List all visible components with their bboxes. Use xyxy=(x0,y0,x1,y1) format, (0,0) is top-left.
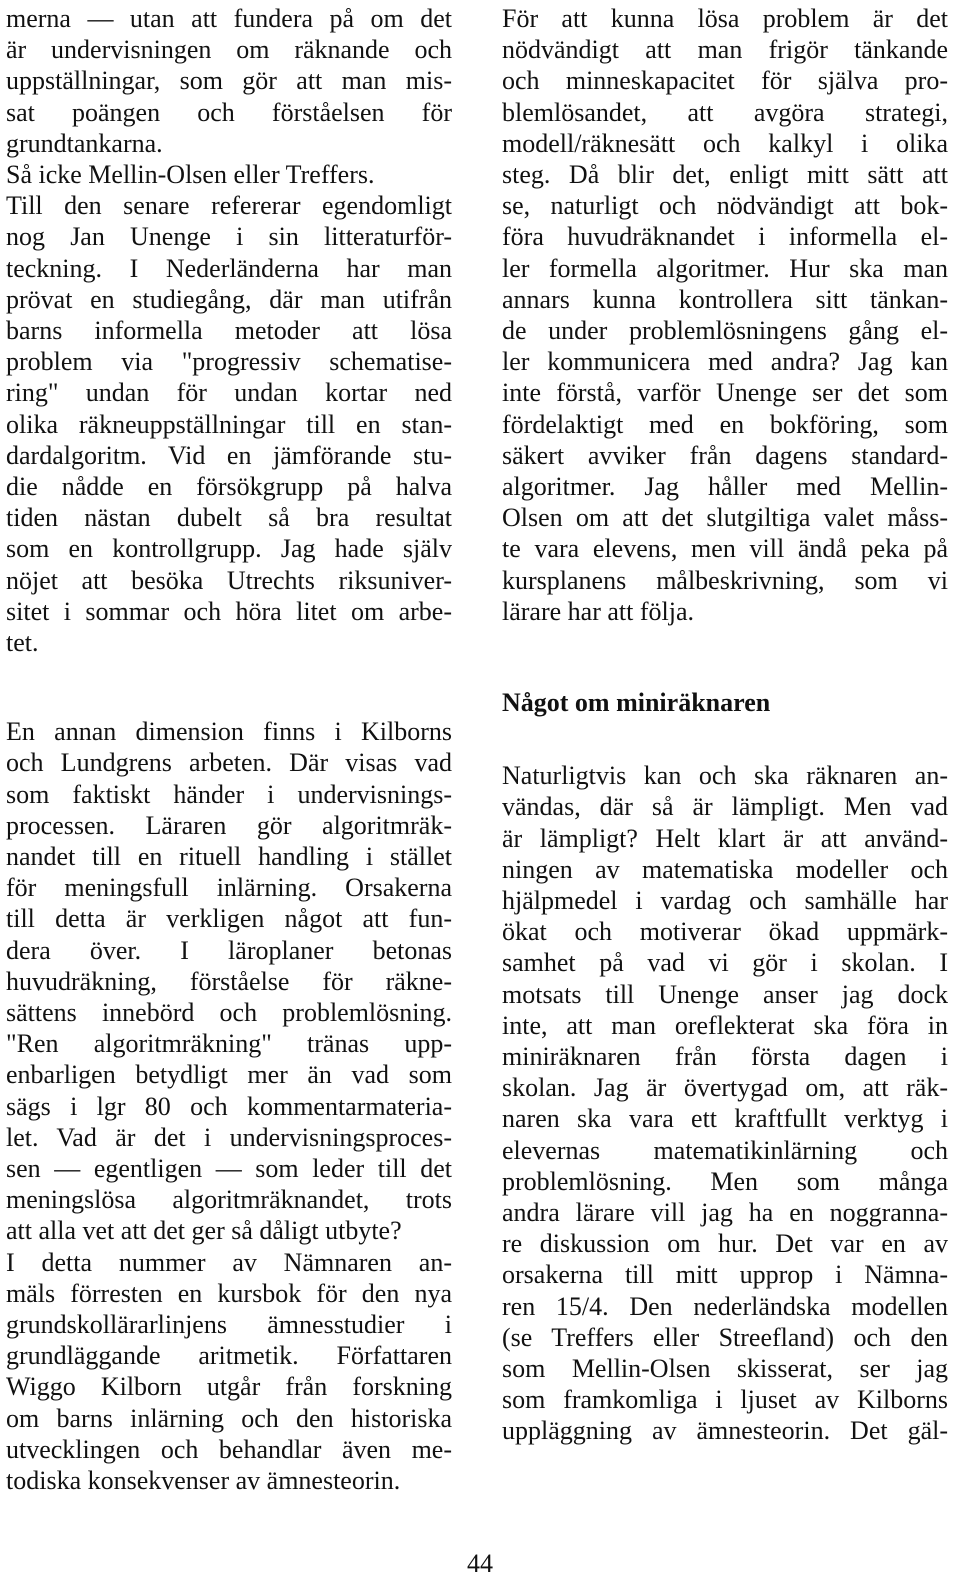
section-heading: Något om miniräknaren xyxy=(502,688,771,717)
text-line: kursplanens målbeskrivning, som vi xyxy=(502,565,948,595)
text-line: grundläggande aritmetik. Författaren xyxy=(6,1341,452,1371)
text-line: En annan dimension finns i Kilborns xyxy=(6,717,452,747)
text-line: huvudräkning, förståelse för räkne- xyxy=(6,966,452,996)
text-line: sägs i lgr 80 och kommentarmateria- xyxy=(6,1091,452,1121)
text-line: som faktiskt händer i undervisnings- xyxy=(6,779,452,809)
text-line: skolan. Jag är övertygad om, att räk- xyxy=(502,1073,948,1103)
text-line: Wiggo Kilborn utgår från forskning xyxy=(6,1372,452,1402)
text-line: ökat och motiverar ökad uppmärk- xyxy=(502,917,948,947)
text-line: die nådde en försökgrupp på halva xyxy=(6,472,452,501)
text-line: olika räkneuppställningar till en stan- xyxy=(6,409,452,439)
text-line: grundtankarna. xyxy=(6,128,163,158)
text-line: som Mellin-Olsen skisserat, ser jag xyxy=(502,1354,948,1383)
text-line: föra huvudräknandet i informella el- xyxy=(502,222,948,252)
text-line: teckning. I Nederländerna har man xyxy=(6,253,452,283)
text-line: problem via "progressiv schematise- xyxy=(6,347,452,377)
text-line: är undervisningen om räknande och xyxy=(6,35,452,65)
text-line: grundskollärarlinjens ämnesstudier i xyxy=(6,1310,452,1339)
text-line: ningen av matematiska modeller och xyxy=(502,854,948,884)
text-line: Olsen om att det slutgiltiga valet måss- xyxy=(502,503,948,533)
text-line: re diskussion om hur. Det var en av xyxy=(502,1229,948,1259)
text-line: utvecklingen och behandlar även me- xyxy=(6,1434,452,1464)
text-line: algoritmer. Jag håller med Mellin- xyxy=(502,472,948,501)
text-line: processen. Läraren gör algoritmräk- xyxy=(6,810,452,840)
text-line: och Lundgrens arbeten. Där visas vad xyxy=(6,748,452,778)
text-line: inte förstå, varför Unenge ser det som xyxy=(502,378,948,408)
text-line: motsats till Unenge anser jag dock xyxy=(502,979,948,1009)
text-line: uppläggning av ämnesteorin. Det gäl- xyxy=(502,1416,948,1446)
text-line: lärare har att följa. xyxy=(502,596,694,626)
text-line: orsakerna till mitt upprop i Nämna- xyxy=(502,1260,948,1290)
text-line: modell/räknesätt och kalkyl i olika xyxy=(502,128,948,158)
text-line: till detta är verkligen något att fun- xyxy=(6,904,452,934)
text-line: fördelaktigt med en bokföring, som xyxy=(502,409,948,439)
text-line: ler formella algoritmer. Hur ska man xyxy=(502,253,948,283)
text-line: säkert avviker från dagens standard- xyxy=(502,440,948,470)
text-line: blemlösandet, att avgöra strategi, xyxy=(502,97,948,127)
text-line: mäls förresten en kursbok för den nya xyxy=(6,1278,452,1308)
text-line: I detta nummer av Nämnaren an- xyxy=(6,1247,452,1277)
text-line: samhet på vad vi gör i skolan. I xyxy=(502,948,948,978)
text-line: andra lärare vill jag ha en noggranna- xyxy=(502,1198,948,1227)
text-line: ren 15/4. Den nederländska modellen xyxy=(502,1291,948,1321)
text-line: te vara elevens, men vill ändå peka på xyxy=(502,534,948,564)
text-line: merna — utan att fundera på om det xyxy=(6,4,452,33)
text-line: för meningsfull inlärning. Orsakerna xyxy=(6,873,452,903)
text-line: todiska konsekvenser av ämnesteorin. xyxy=(6,1466,401,1495)
text-line: ler kommunicera med andra? Jag kan xyxy=(502,347,948,377)
text-line: "Ren algoritmräkning" tränas upp- xyxy=(6,1029,452,1059)
text-line: dardalgoritm. Vid en jämförande stu- xyxy=(6,440,452,470)
text-line: problemlösning. Men som många xyxy=(502,1166,948,1196)
text-line: steg. Då blir det, enligt mitt sätt att xyxy=(502,160,948,189)
text-line: sat poängen och förståelsen för xyxy=(6,97,452,127)
text-line: enbarligen betydligt mer än vad som xyxy=(6,1060,452,1090)
text-line: (se Treffers eller Streefland) och den xyxy=(502,1322,948,1352)
text-line: tiden nästan dubelt så bra resultat xyxy=(6,503,452,533)
page-number: 44 xyxy=(467,1549,493,1578)
text-line: som framkomliga i ljuset av Kilborns xyxy=(502,1385,948,1415)
text-line: prövat en studiegång, där man utifrån xyxy=(6,284,452,314)
text-line: ring" undan för undan kortar ned xyxy=(6,378,452,408)
text-line: barns informella metoder att lösa xyxy=(6,316,452,345)
text-line: vändas, där så är lämpligt. Men vad xyxy=(502,792,948,822)
text-line: dera över. I läroplaner betonas xyxy=(6,935,452,965)
text-line: som en kontrollgrupp. Jag hade själv xyxy=(6,534,452,564)
text-line: naren ska vara ett kraftfullt verktyg i xyxy=(502,1104,948,1134)
text-line: inte, att man oreflekterat ska föra in xyxy=(502,1010,948,1040)
text-line: Naturligtvis kan och ska räknaren an- xyxy=(502,761,948,791)
text-line: sen — egentligen — som leder till det xyxy=(6,1154,452,1183)
text-line: de under problemlösningens gång el- xyxy=(502,316,948,345)
text-line: miniräknaren från första dagen i xyxy=(502,1042,948,1071)
text-line: hjälpmedel i vardag och samhälle har xyxy=(502,886,948,915)
text-line: är lämpligt? Helt klart är att använd- xyxy=(502,823,948,853)
text-line: elevernas matematikinlärning och xyxy=(502,1135,948,1165)
text-line: sitet i sommar och höra litet om arbe- xyxy=(6,596,452,626)
text-line: nöjet att besöka Utrechts riksuniver- xyxy=(6,565,452,595)
text-line: nödvändigt att man frigör tänkande xyxy=(502,35,948,65)
text-line: let. Vad är det i undervisningsproces- xyxy=(6,1122,452,1152)
text-line: annars kunna kontrollera sitt tänkan- xyxy=(502,284,948,314)
text-line: Till den senare refererar egendomligt xyxy=(6,191,452,221)
text-line: sättens innebörd och problemlösning. xyxy=(6,998,452,1027)
text-line: tet. xyxy=(6,628,39,657)
text-line: se, naturligt och nödvändigt att bok- xyxy=(502,191,948,221)
text-line: Så icke Mellin-Olsen eller Treffers. xyxy=(6,160,375,189)
text-line: nog Jan Unenge i sin litteraturför- xyxy=(6,222,452,252)
text-line: att alla vet att det ger så dåligt utbyte? xyxy=(6,1216,402,1246)
text-line: om barns inlärning och den historiska xyxy=(6,1403,452,1433)
text-line: uppställningar, som gör att man mis- xyxy=(6,66,452,96)
text-line: nandet till en rituell handling i stället xyxy=(6,842,452,871)
text-line: och minneskapacitet för själva pro- xyxy=(502,66,948,96)
text-line: För att kunna lösa problem är det xyxy=(502,4,948,33)
text-line: meningslösa algoritmräknandet, trots xyxy=(6,1185,452,1215)
